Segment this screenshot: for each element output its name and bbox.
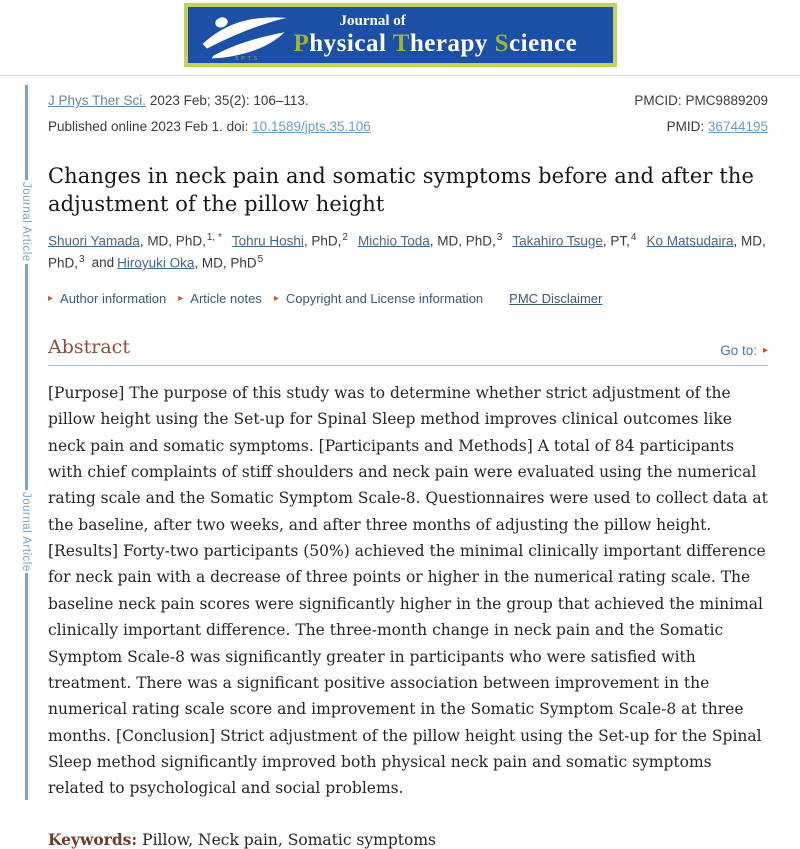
- go-to-triangle-icon: ▸: [762, 345, 768, 357]
- author-sup: 3: [79, 253, 85, 265]
- author-degrees: , MD, PhD,: [429, 233, 496, 249]
- author-link[interactable]: Hiroyuki Oka: [117, 255, 195, 271]
- banner-word-part: cience: [509, 29, 578, 57]
- author-connector: and: [91, 255, 115, 271]
- author-sup: 2: [342, 231, 348, 243]
- copyright-license-toggle[interactable]: [274, 291, 483, 306]
- author-sup: 3: [496, 231, 503, 243]
- rail-line-segment: [25, 264, 28, 490]
- citation-row-1: [48, 88, 768, 114]
- author-information-toggle[interactable]: [48, 291, 166, 306]
- copyright-license-link[interactable]: Copyright and License information: [285, 291, 484, 307]
- pmid-block: [667, 114, 768, 140]
- abstract-text: [Purpose] The purpose of this study was to determine whether strict adjustment of the pillow height using the Set-up for Spinal Sleep method improves clinical outcomes like neck pain and somatic symptoms. [Participants and Methods] A total of 84 participants with chief complaints of stiff shoulders and neck pain were evaluated using the numerical rating scale and the Somatic Symptom Scale-8. Questionnaires were used to collect data at the baseline, after two weeks, and after three months of adjusting the pillow height. [Results] Forty-two participants (50%) achieved the minimal clinically important difference for neck pain with a decrease of three points or higher in the numerical rating scale. The baseline neck pain scores were significantly higher in the group that achieved the minimal clinically important difference. The three-month change in neck pain and the Somatic Symptom Scale-8 was significantly greater in participants who were satisfied with treatment. There was a significant positive association between improvement in the numerical rating scale score and improvement in the Somatic Symptom Scale-8 at three months. [Conclusion] Strict adjustment of the pillow height using the Set-up for the Spinal Sleep method significantly improved both physical neck pain and somatic symptoms related to psychological and social problems.: [48, 384, 768, 798]
- banner-initial-s: S: [494, 29, 510, 57]
- pmcid-label: PMCID:: [634, 93, 682, 108]
- pmcid-value: PMC9889209: [685, 93, 768, 108]
- pmc-disclaimer-link[interactable]: PMC Disclaimer: [509, 291, 603, 307]
- keywords-label: Keywords:: [48, 829, 138, 849]
- citation-row-2: [48, 114, 768, 140]
- triangle-bullet-icon: ▸: [178, 293, 184, 305]
- go-to-label: Go to:: [720, 343, 757, 359]
- author-degrees: , MD, PhD,: [48, 233, 766, 271]
- pmid-link[interactable]: 36744195: [707, 118, 768, 134]
- author-degrees: , MD, PhD,: [139, 233, 206, 249]
- banner-initial-p: P: [293, 29, 310, 57]
- author-sup: 4: [630, 231, 637, 243]
- article-main: [48, 76, 768, 849]
- article-meta-links: [48, 291, 768, 306]
- keywords-values: Pillow, Neck pain, Somatic symptoms: [142, 830, 436, 849]
- journal-abbrev-link[interactable]: J Phys Ther Sci.: [48, 93, 147, 108]
- banner-row: [0, 0, 800, 67]
- abstract-section: [48, 336, 768, 849]
- doi-link[interactable]: 10.1589/jpts.35.106: [252, 118, 371, 134]
- author-link[interactable]: Tohru Hoshi: [231, 233, 304, 249]
- author-sup: 5: [257, 253, 264, 265]
- abstract-heading-row: [48, 336, 768, 366]
- citation-source: [48, 88, 309, 114]
- banner-title-block: [290, 13, 613, 57]
- go-to-link[interactable]: [720, 343, 768, 358]
- author-degrees: , PhD,: [303, 233, 342, 249]
- article-notes-link[interactable]: Article notes: [190, 291, 262, 307]
- article-notes-toggle[interactable]: [178, 291, 262, 306]
- triangle-bullet-icon: ▸: [273, 293, 279, 305]
- abstract-heading: Abstract: [48, 336, 130, 359]
- author-link[interactable]: Shuori Yamada: [48, 233, 140, 249]
- banner-journal-name: [294, 30, 613, 58]
- citation-issue-text: 2023 Feb; 35(2): 106–113.: [149, 93, 309, 108]
- pmcid-block: [634, 88, 768, 114]
- banner-initial-t: T: [392, 29, 410, 57]
- banner-line1: Journal of: [339, 13, 406, 29]
- rail-line-segment: [25, 85, 28, 180]
- published-text: Published online 2023 Feb 1. doi:: [48, 118, 249, 134]
- keywords-line: [48, 830, 768, 849]
- author-degrees: , PT,: [602, 233, 630, 249]
- banner-word-part: hysical: [309, 29, 393, 57]
- authors-line: [48, 230, 768, 274]
- author-link[interactable]: Takahiro Tsuge: [512, 233, 603, 249]
- triangle-bullet-icon: ▸: [48, 293, 54, 305]
- journal-banner[interactable]: [184, 3, 617, 67]
- article-title: Changes in neck pain and somatic symptoms before and after the adjustment of the pillow height: [48, 164, 754, 216]
- pmid-label: PMID:: [666, 118, 705, 134]
- journal-article-rail-label: Journal Article: [20, 491, 32, 572]
- banner-word-part: herapy: [409, 29, 495, 57]
- author-sup: 1, *: [206, 231, 222, 243]
- rail-line-segment: [25, 573, 28, 800]
- author-information-link[interactable]: Author information: [60, 291, 167, 307]
- journal-article-rail: [19, 85, 33, 800]
- author-degrees: , MD, PhD: [194, 255, 257, 271]
- published-block: [48, 114, 371, 140]
- journal-logo-swoosh-icon: [198, 8, 290, 62]
- journal-article-rail-label: Journal Article: [20, 182, 32, 262]
- author-link[interactable]: Michio Toda: [357, 233, 430, 249]
- svg-text:SPTS: SPTS: [234, 56, 260, 63]
- author-link[interactable]: Ko Matsudaira: [646, 233, 734, 249]
